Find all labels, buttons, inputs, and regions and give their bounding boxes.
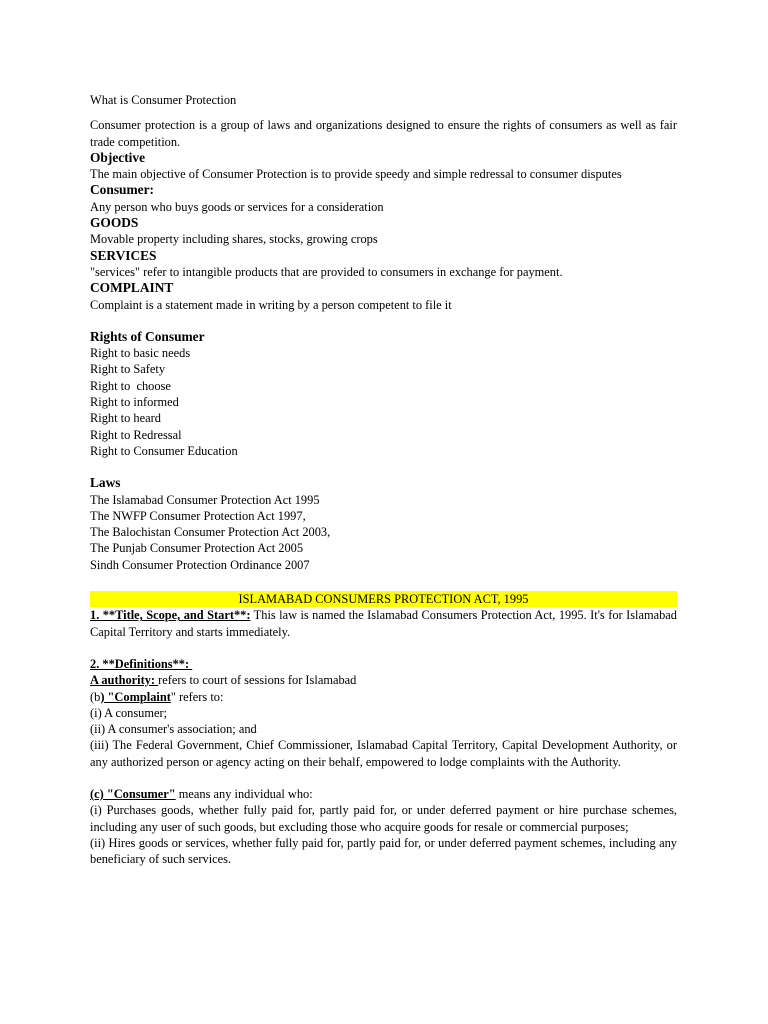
definition-a [90,672,677,688]
act-banner: ISLAMABAD CONSUMERS PROTECTION ACT, 1995 [90,591,677,607]
rights-list-item: Right to Safety [90,362,166,377]
rights-list [90,345,677,459]
consumer-text: Any person who buys goods or services for a consideration [90,199,384,214]
consumer-heading: Consumer: [90,182,154,198]
rights-list-item: Right to basic needs [90,346,191,361]
definition-c-label: (c) "Consumer" [90,786,176,801]
rights-list-item: Right to Consumer Education [90,443,238,458]
rights-list-item: Right to Redressal [90,427,182,442]
doc-title: What is Consumer Protection [90,93,237,107]
section-2-label: 2. **Definitions**: [90,656,193,671]
definition-b-item: (iii) The Federal Government, Chief Commissioner, Islamabad Capital Territory, Capital Development Authority, or any authorized person or agency acting on their behalf, empowered to lodge complaints with the Authority. [90,738,677,769]
document-body [90,92,677,867]
definition-c-text: means any individual who: [175,786,313,801]
section-1-text: This law is named the Islamabad Consumers Protection Act, 1995. It's for Islamabad Capital Territory and starts immediately. [90,608,677,639]
definition-c [90,786,677,802]
definition-b-item: (ii) A consumer's association; and [90,722,257,737]
definition-b-label: ) "Complaint [100,689,171,704]
section-2-heading [90,656,677,672]
laws-list-item: The Balochistan Consumer Protection Act 2003, [90,525,331,540]
section-1-paragraph [90,607,677,640]
definition-a-text: refers to court of sessions for Islamabad [158,673,357,688]
laws-list [90,492,677,573]
rights-list-item: Right to choose [90,378,171,393]
definition-c-item: (i) Purchases goods, whether fully paid for, partly paid for, or under deferred payment or hire purchase schemes, including any user of such goods, but excluding those who acquire goods for resale or commercial purposes; [90,803,677,834]
services-text: "services" refer to intangible products that are provided to consumers in exchange for payment. [90,264,563,279]
definition-b-prefix: (b [90,689,101,704]
laws-heading: Laws [90,475,121,491]
section-1-label: 1. **Title, Scope, and Start**: [90,608,251,623]
services-heading: SERVICES [90,247,157,263]
rights-list-item: Right to heard [90,411,161,426]
definition-b-text: " refers to: [170,689,224,704]
definition-b-item: (i) A consumer; [90,705,168,720]
goods-text: Movable property including shares, stocks, growing crops [90,232,378,247]
laws-list-item: The NWFP Consumer Protection Act 1997, [90,508,306,523]
laws-list-item: The Punjab Consumer Protection Act 2005 [90,541,304,556]
definition-a-label: A authority: [90,673,159,688]
complaint-text: Complaint is a statement made in writing by a person competent to file it [90,297,452,312]
laws-list-item: The Islamabad Consumer Protection Act 1995 [90,492,320,507]
laws-list-item: Sindh Consumer Protection Ordinance 2007 [90,557,310,572]
rights-list-item: Right to informed [90,395,179,410]
objective-heading: Objective [90,149,146,165]
definition-b [90,689,677,705]
objective-text: The main objective of Consumer Protection is to provide speedy and simple redressal to consumer disputes [90,167,622,182]
complaint-heading: COMPLAINT [90,280,174,296]
intro-paragraph: Consumer protection is a group of laws and organizations designed to ensure the rights of consumers as well as fair trade competition. [90,118,677,149]
rights-heading: Rights of Consumer [90,328,205,344]
definition-c-item: (ii) Hires goods or services, whether fully paid for, partly paid for, or under deferred payment schemes, including any beneficiary of such services. [90,835,677,867]
goods-heading: GOODS [90,215,139,231]
